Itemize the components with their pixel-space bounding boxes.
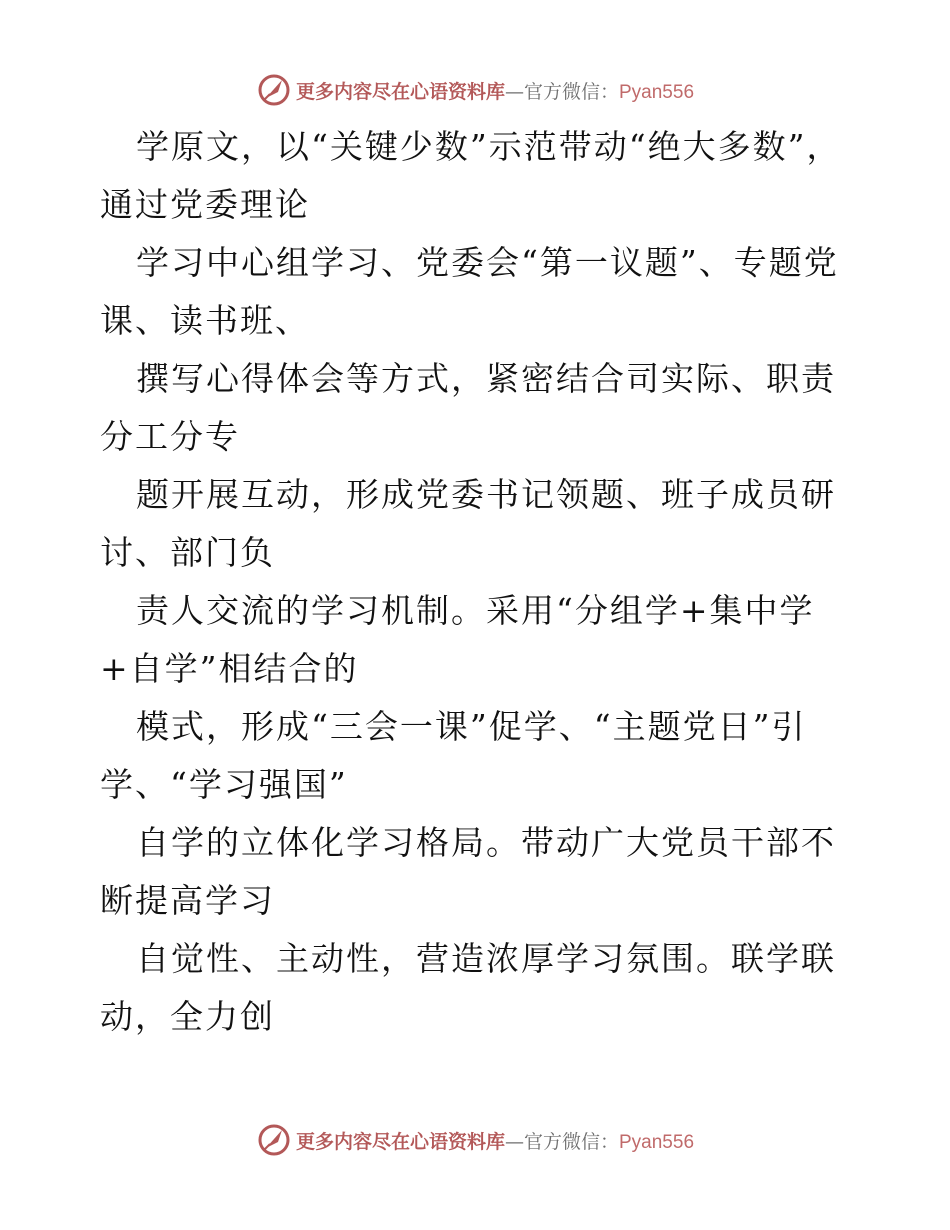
banner-wechat-id: Pyan556 <box>619 81 695 103</box>
banner-dash: — <box>504 80 524 103</box>
body-paragraph: 自学的立体化学习格局。带动广大党员干部不断提高学习 <box>100 823 836 920</box>
banner-wechat-label: 官方微信： <box>523 1130 619 1153</box>
banner-site-text: 更多内容尽在心语资料库 <box>295 80 505 103</box>
banner-wechat-label: 官方微信： <box>523 80 619 103</box>
body-paragraph: 撰写心得体会等方式，紧密结合司实际、职责分工分专 <box>100 359 836 456</box>
banner-wechat-id: Pyan556 <box>619 1131 695 1153</box>
document-body <box>100 118 852 1046</box>
watermark-banner <box>256 1122 694 1158</box>
body-paragraph: 模式，形成“三会一课”促学、“主题党日”引学、“学习强国” <box>100 707 807 804</box>
body-paragraph: 自觉性、主动性，营造浓厚学习氛围。联学联动，全力创 <box>100 939 836 1036</box>
banner-text <box>296 1127 694 1154</box>
page-header <box>0 70 950 110</box>
banner-dash: — <box>504 1130 524 1153</box>
body-paragraph: 学习中心组学习、党委会“第一议题”、专题党课、读书班、 <box>100 243 839 340</box>
watermark-banner <box>256 72 694 108</box>
body-paragraph: 学原文，以“关键少数”示范带动“绝大多数”，通过党委理论 <box>100 127 842 224</box>
banner-site-text: 更多内容尽在心语资料库 <box>295 1130 505 1153</box>
feather-pen-logo-icon <box>256 1122 292 1158</box>
banner-text <box>296 77 694 104</box>
page-footer <box>0 1120 950 1160</box>
feather-pen-logo-icon <box>256 72 292 108</box>
body-paragraph: 题开展互动，形成党委书记领题、班子成员研讨、部门负 <box>100 475 836 572</box>
body-paragraph: 责人交流的学习机制。采用“分组学+集中学+自学”相结合的 <box>100 591 815 688</box>
